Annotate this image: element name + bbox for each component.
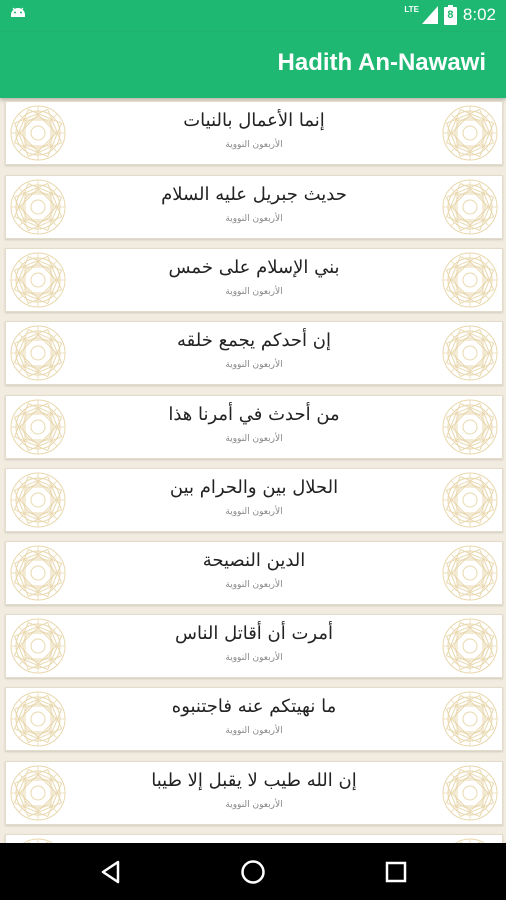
hadith-subtitle: الأربعون النووية bbox=[225, 800, 283, 810]
ornament-icon bbox=[440, 543, 500, 603]
hadith-title: إن أحدكم يجمع خلقه bbox=[177, 330, 331, 351]
ornament-icon bbox=[8, 689, 68, 749]
list-item[interactable] bbox=[5, 761, 503, 825]
app-title: Hadith An-Nawawi bbox=[277, 49, 486, 76]
ornament-icon bbox=[8, 763, 68, 823]
hadith-subtitle: الأربعون النووية bbox=[225, 580, 283, 590]
list-item[interactable] bbox=[5, 175, 503, 239]
clock: 8:02 bbox=[462, 5, 496, 24]
hadith-subtitle: الأربعون النووية bbox=[225, 726, 283, 736]
recents-icon[interactable] bbox=[381, 857, 411, 887]
navigation-bar bbox=[0, 843, 506, 900]
status-bar bbox=[0, 0, 506, 32]
ornament-icon bbox=[440, 470, 500, 530]
hadith-subtitle: الأربعون النووية bbox=[225, 434, 283, 444]
list-item[interactable] bbox=[5, 687, 503, 751]
ornament-icon bbox=[440, 177, 500, 237]
ornament-icon bbox=[8, 470, 68, 530]
hadith-subtitle: الأربعون النووية bbox=[225, 507, 283, 517]
list-item[interactable] bbox=[5, 395, 503, 459]
list-item[interactable] bbox=[5, 541, 503, 605]
ornament-icon bbox=[440, 397, 500, 457]
hadith-title: أمرت أن أقاتل الناس bbox=[174, 623, 333, 644]
ornament-icon bbox=[8, 616, 68, 676]
hadith-title: حديث جبريل عليه السلام bbox=[161, 184, 347, 205]
hadith-title: من أحدث في أمرنا هذا bbox=[168, 404, 340, 425]
battery-icon bbox=[444, 5, 457, 25]
back-icon[interactable] bbox=[96, 857, 126, 887]
ornament-icon bbox=[440, 323, 500, 383]
ornament-icon bbox=[8, 250, 68, 310]
ornament-icon bbox=[8, 177, 68, 237]
list-item[interactable] bbox=[5, 101, 503, 165]
ornament-icon bbox=[440, 689, 500, 749]
hadith-subtitle: الأربعون النووية bbox=[225, 360, 283, 370]
ornament-icon bbox=[440, 763, 500, 823]
hadith-subtitle: الأربعون النووية bbox=[225, 287, 283, 297]
hadith-subtitle: الأربعون النووية bbox=[225, 653, 283, 663]
network-label: LTE bbox=[404, 5, 419, 14]
hadith-title: ما نهيتكم عنه فاجتنبوه bbox=[171, 696, 337, 717]
hadith-title: الدين النصيحة bbox=[202, 550, 306, 571]
hadith-list[interactable] bbox=[0, 98, 506, 843]
ornament-icon bbox=[8, 397, 68, 457]
ornament-icon bbox=[440, 103, 500, 163]
ornament-icon bbox=[440, 616, 500, 676]
ornament-icon bbox=[8, 103, 68, 163]
hadith-subtitle: الأربعون النووية bbox=[225, 214, 283, 224]
ornament-icon bbox=[8, 323, 68, 383]
android-icon bbox=[8, 6, 28, 30]
ornament-icon bbox=[8, 836, 68, 843]
ornament-icon bbox=[440, 836, 500, 843]
hadith-title: الحلال بين والحرام بين bbox=[169, 477, 339, 498]
list-item[interactable] bbox=[5, 248, 503, 312]
lte-signal-icon bbox=[404, 6, 438, 24]
list-item[interactable] bbox=[5, 468, 503, 532]
list-item[interactable] bbox=[5, 321, 503, 385]
ornament-icon bbox=[440, 250, 500, 310]
ornament-icon bbox=[8, 543, 68, 603]
battery-level: 8 bbox=[447, 9, 454, 21]
list-item[interactable] bbox=[5, 614, 503, 678]
hadith-title: إنما الأعمال بالنيات bbox=[183, 110, 325, 131]
hadith-subtitle: الأربعون النووية bbox=[225, 140, 283, 150]
hadith-title: إن الله طيب لا يقبل إلا طيبا bbox=[151, 770, 357, 791]
home-icon[interactable] bbox=[238, 857, 268, 887]
list-item[interactable] bbox=[5, 834, 503, 843]
app-bar bbox=[0, 32, 506, 98]
hadith-title: بني الإسلام على خمس bbox=[168, 257, 340, 278]
